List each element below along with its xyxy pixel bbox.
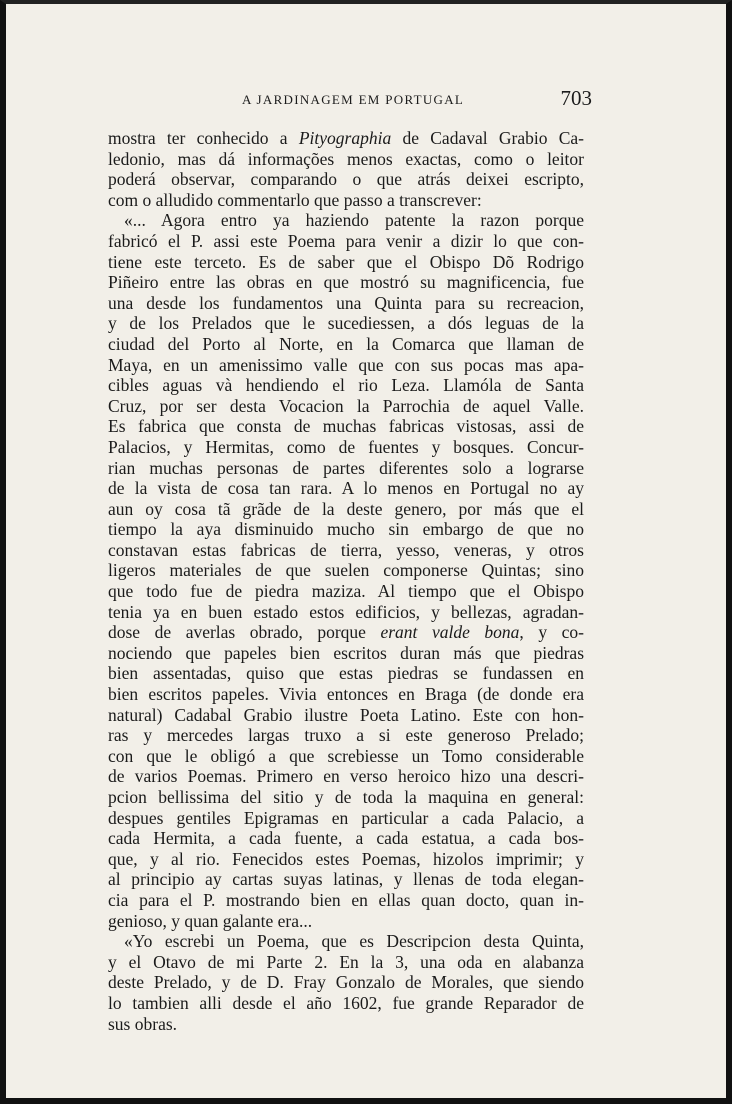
- text-line: Cruz, por ser desta Vocacion la Parrochia de aquel Valle.: [108, 395, 584, 416]
- text-line: ras y mercedes largas truxo a si este generoso Prelado;: [108, 725, 584, 746]
- text-line: al principio ay cartas suyas latinas, y llenas de toda elegan-: [108, 869, 584, 890]
- text-line: ligeros materiales de que suelen componerse Quintas; sino: [108, 560, 584, 581]
- text-line: com o alludido commentarlo que passo a transcrever:: [108, 189, 482, 210]
- text-line: pcion bellissima del sitio y de toda la maquina en general:: [108, 787, 584, 807]
- text-line: ciudad del Porto al Norte, en la Comarca que llaman de: [108, 333, 584, 354]
- text-line: natural) Cadabal Grabio ilustre Poeta Latino. Este con hon-: [108, 704, 584, 725]
- text-line: constavan estas fabricas de tierra, yesso, veneras, y otros: [108, 539, 584, 560]
- text-line: sus obras.: [108, 1013, 178, 1034]
- text-line: de la vista de cosa tan rara. A lo menos en Portugal no ay: [108, 478, 584, 499]
- text-line: «Yo escrebi un Poema, que es Descripcion desta Quinta,: [124, 931, 584, 952]
- text-line: tiene este terceto. Es de saber que el Obispo Dõ Rodrigo: [108, 251, 584, 272]
- text-line: deste Prelado, y de D. Fray Gonzalo de Morales, que siendo: [108, 972, 584, 993]
- text-line: bien escritos papeles. Vivia entonces en Braga (de donde era: [108, 684, 584, 705]
- text-line: una desde los fundamentos una Quinta para su recreacion,: [108, 292, 584, 313]
- text-line: cada Hermita, a cada fuente, a cada estatua, a cada bos-: [108, 828, 584, 849]
- text-line: Palacios, y Hermitas, como de fuentes y bosques. Concur-: [108, 436, 584, 457]
- text-line: dose de averlas obrado, porque erant valde bona, y co-: [108, 622, 584, 643]
- text-line: mostra ter conhecido a Pityographia de Cadaval Grabio Ca-: [108, 128, 584, 148]
- text-line: bien assentadas, quiso que estas piedras se fundassen en: [108, 663, 584, 684]
- text-line: ledonio, mas dá informações menos exactas, como o leitor: [108, 148, 584, 169]
- text-line: nociendo que papeles bien escritos duran más que piedras: [108, 642, 584, 663]
- running-title: A JARDINAGEM EM PORTUGAL: [242, 92, 465, 107]
- text-line: tiempo la aya disminuido mucho sin embargo de que no: [108, 519, 584, 540]
- text-line: lo tambien alli desde el año 1602, fue grande Reparador de: [108, 992, 584, 1013]
- text-line: y el Otavo de mi Parte 2. En la 3, una oda en alabanza: [108, 951, 584, 972]
- text-line: fabricó el P. assi este Poema para venir a dizir lo que con-: [108, 230, 584, 251]
- text-line: y de los Prelados que le sucediessen, a dós leguas de la: [108, 313, 584, 334]
- text-line: poderá observar, comparando o que atrás deixei escripto,: [108, 169, 584, 190]
- text-line: Es fabrica que consta de muchas fabricas vistosas, assi de: [108, 416, 584, 437]
- body-text: [108, 128, 584, 1034]
- text-line: Piñeiro entre las obras en que mostró su magnificencia, fue: [108, 272, 584, 293]
- text-line: genioso, y quan galante era...: [108, 910, 313, 931]
- text-line: cibles aguas và hendiendo el rio Leza. Llamóla de Santa: [108, 375, 584, 396]
- page-header: [108, 86, 592, 114]
- text-line: que todo fue de piedra maziza. Al tiempo que el Obispo: [108, 581, 584, 602]
- text-line: cia para el P. mostrando bien en ellas quan docto, quan in-: [108, 889, 584, 910]
- text-line: aun oy cosa tã grãde de la deste genero, por más que el: [108, 498, 584, 519]
- text-line: que, y al rio. Fenecidos estes Poemas, hizolos imprimir; y: [108, 848, 584, 869]
- text-line: despues gentiles Epigramas en particular a cada Palacio, a: [108, 807, 584, 828]
- text-line: rian muchas personas de partes diferentes solo a lograrse: [108, 457, 584, 478]
- text-line: con que le obligó a que screbiesse un Tomo considerable: [108, 745, 584, 766]
- page-number: 703: [560, 86, 592, 110]
- text-line: tenia ya en buen estado estos edificios, y bellezas, agradan-: [108, 601, 584, 622]
- text-line: «... Agora entro ya haziendo patente la razon porque: [124, 210, 584, 231]
- text-line: de varios Poemas. Primero en verso heroico hizo una descri-: [108, 766, 584, 787]
- text-line: Maya, en un amenissimo valle que con sus pocas mas apa-: [108, 354, 584, 375]
